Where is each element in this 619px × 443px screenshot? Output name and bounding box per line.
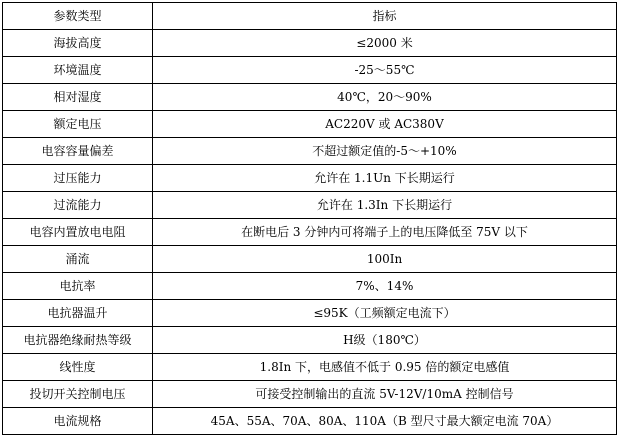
param-cell: 相对湿度 — [3, 84, 153, 111]
param-cell: 电抗率 — [3, 273, 153, 300]
table-row — [3, 84, 617, 111]
param-cell: 涌流 — [3, 246, 153, 273]
table-row — [3, 192, 617, 219]
param-cell: 投切开关控制电压 — [3, 381, 153, 408]
param-cell: 过压能力 — [3, 165, 153, 192]
value-cell: 1.8In 下，电感值不低于 0.95 倍的额定电感值 — [153, 354, 617, 381]
value-cell: -25～55℃ — [153, 57, 617, 84]
param-cell: 电抗器绝缘耐热等级 — [3, 327, 153, 354]
param-cell: 线性度 — [3, 354, 153, 381]
table-row — [3, 165, 617, 192]
param-cell: 电流规格 — [3, 408, 153, 435]
table-row — [3, 408, 617, 435]
value-cell: 可接受控制输出的直流 5V-12V/10mA 控制信号 — [153, 381, 617, 408]
spec-table-body — [3, 3, 617, 435]
value-cell: 40℃，20～90% — [153, 84, 617, 111]
table-header-row — [3, 3, 617, 30]
table-row — [3, 300, 617, 327]
header-value-cell: 指标 — [153, 3, 617, 30]
param-cell: 电容容量偏差 — [3, 138, 153, 165]
table-row — [3, 273, 617, 300]
table-row — [3, 57, 617, 84]
value-cell: 7%、14% — [153, 273, 617, 300]
param-cell: 电抗器温升 — [3, 300, 153, 327]
table-row — [3, 111, 617, 138]
param-cell: 环境温度 — [3, 57, 153, 84]
param-cell: 过流能力 — [3, 192, 153, 219]
spec-table — [2, 2, 617, 435]
table-row — [3, 327, 617, 354]
table-row — [3, 219, 617, 246]
table-row — [3, 354, 617, 381]
value-cell: ≤2000 米 — [153, 30, 617, 57]
value-cell: 不超过额定值的-5～+10% — [153, 138, 617, 165]
value-cell: H级（180℃） — [153, 327, 617, 354]
param-cell: 电容内置放电电阻 — [3, 219, 153, 246]
table-row — [3, 30, 617, 57]
value-cell: 允许在 1.3In 下长期运行 — [153, 192, 617, 219]
param-cell: 海拔高度 — [3, 30, 153, 57]
table-row — [3, 246, 617, 273]
value-cell: 100In — [153, 246, 617, 273]
value-cell: 45A、55A、70A、80A、110A（B 型尺寸最大额定电流 70A） — [153, 408, 617, 435]
value-cell: 允许在 1.1Un 下长期运行 — [153, 165, 617, 192]
table-row — [3, 138, 617, 165]
value-cell: ≤95K（工频额定电流下） — [153, 300, 617, 327]
value-cell: 在断电后 3 分钟内可将端子上的电压降低至 75V 以下 — [153, 219, 617, 246]
param-cell: 额定电压 — [3, 111, 153, 138]
header-param-cell: 参数类型 — [3, 3, 153, 30]
table-row — [3, 381, 617, 408]
value-cell: AC220V 或 AC380V — [153, 111, 617, 138]
